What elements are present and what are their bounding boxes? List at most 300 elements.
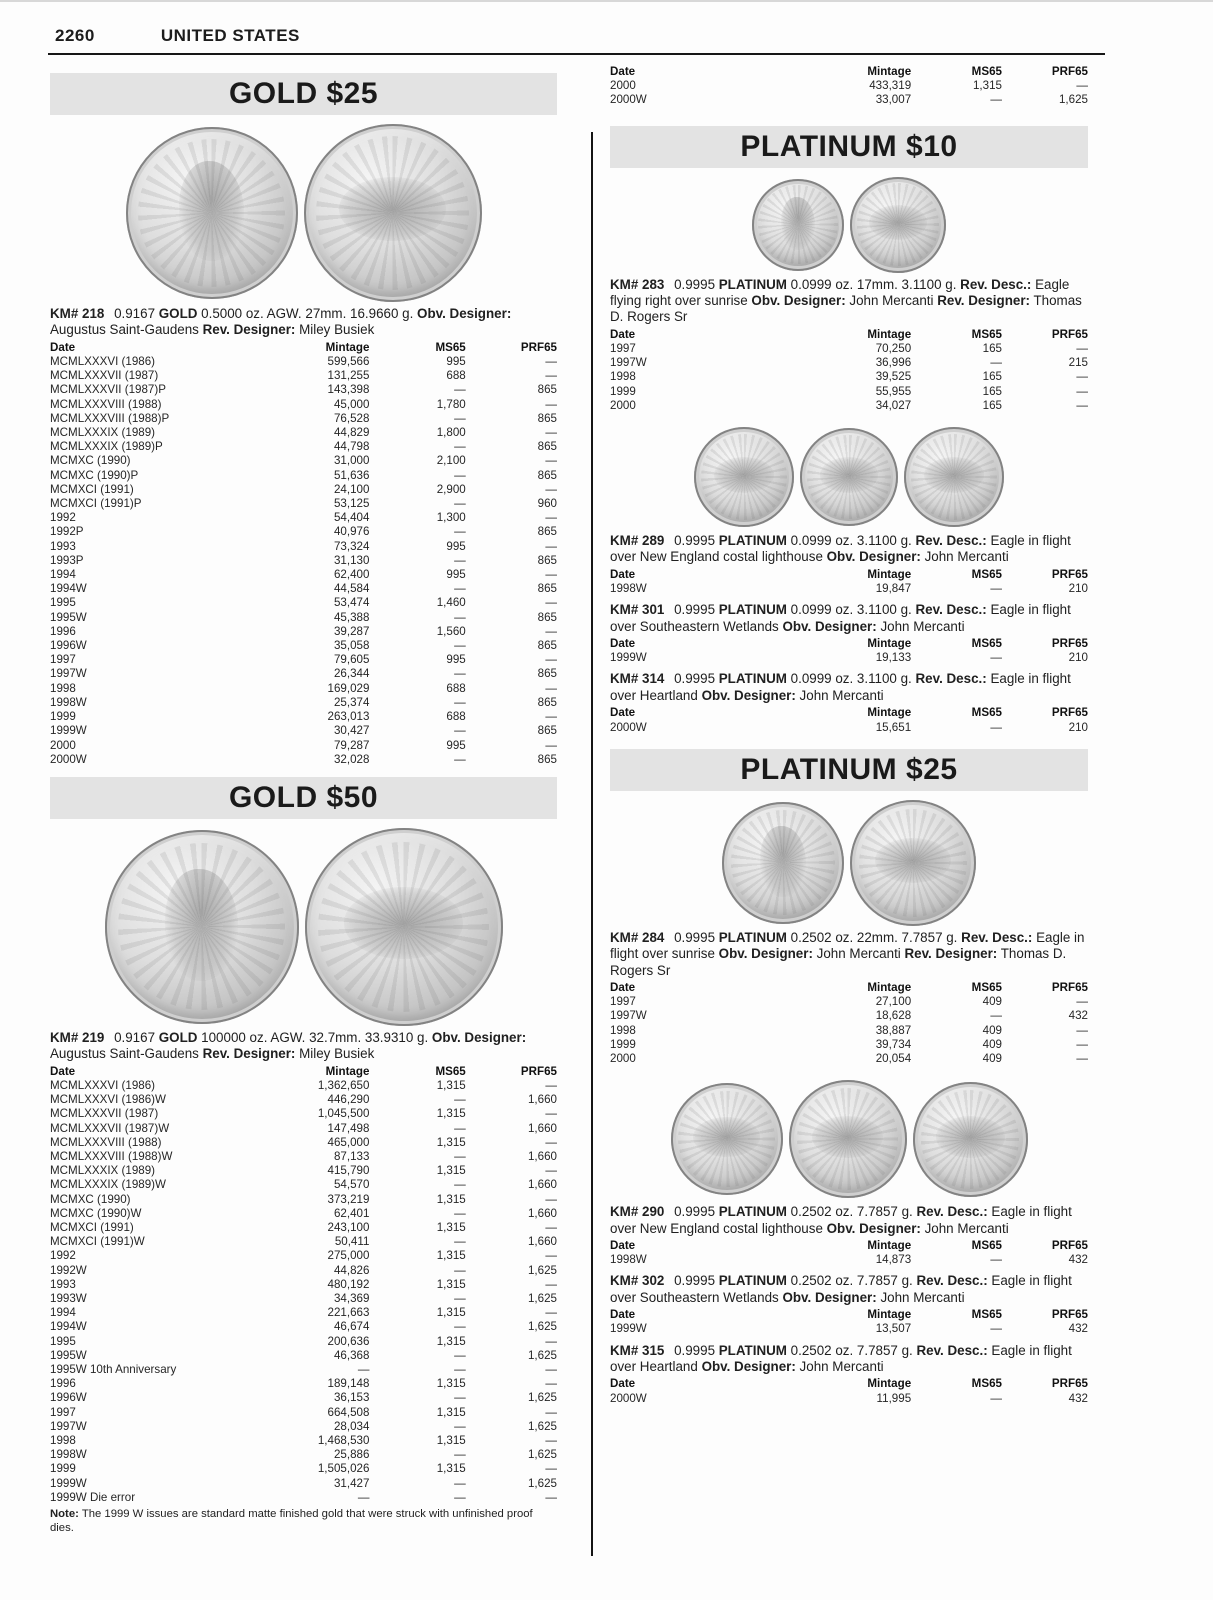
km289-reverse-coin-image <box>694 427 794 527</box>
ms65-cell: — <box>454 1263 466 1277</box>
ms65-cell: — <box>454 1490 466 1504</box>
mintage-cell: 45,000 <box>333 397 370 411</box>
date-cell: 1997 <box>610 342 636 356</box>
price-table-header-row <box>50 341 557 355</box>
ms65-cell: 995 <box>446 355 466 369</box>
gold25-reverse-coin-image <box>304 124 482 302</box>
platinum10-banner <box>610 126 1088 168</box>
ms65-cell: — <box>454 1320 466 1334</box>
prf65-cell: 865 <box>537 383 557 397</box>
price-table-row <box>610 1322 1088 1336</box>
ms65-cell: 1,315 <box>436 1405 466 1419</box>
ms65-cell: — <box>454 1178 466 1192</box>
ms65-cell: 1,315 <box>436 1334 466 1348</box>
price-table-row <box>610 1038 1088 1052</box>
mintage-cell: 79,287 <box>333 738 370 752</box>
description-value: Eagle in flight over New England costal lighthouse <box>610 533 1071 565</box>
price-table-row <box>50 454 557 468</box>
mintage-cell: 39,287 <box>333 624 370 638</box>
prf65-cell: — <box>545 681 557 695</box>
description-value: 0.0999 oz. 3.1100 g. <box>786 533 912 549</box>
prf65-column-header: PRF65 <box>1051 706 1088 720</box>
mintage-column-header: Mintage <box>325 340 370 354</box>
ms65-cell: 165 <box>982 342 1002 356</box>
prf65-cell: — <box>1076 1051 1088 1065</box>
prf65-cell: — <box>545 1490 557 1504</box>
date-cell: 1998W <box>610 582 647 596</box>
price-table-row <box>50 639 557 653</box>
section-gold-50 <box>50 777 557 1535</box>
price-table-row <box>50 1079 557 1093</box>
date-column-header: Date <box>610 1308 636 1322</box>
mintage-cell: 169,029 <box>327 681 370 695</box>
prf65-column-header: PRF65 <box>1051 327 1088 341</box>
prf65-cell: 210 <box>1068 582 1088 596</box>
date-cell: 1994 <box>50 1306 76 1320</box>
price-table-row <box>50 1107 557 1121</box>
prf65-cell: 432 <box>1068 1009 1088 1023</box>
description-label: Rev. Desc.: <box>956 276 1032 292</box>
price-table-row <box>50 1363 557 1377</box>
km284-description <box>610 930 1088 979</box>
price-table-row <box>50 1136 557 1150</box>
date-cell: 2000 <box>610 79 636 93</box>
mintage-cell: 40,976 <box>333 525 370 539</box>
ms65-cell: — <box>454 724 466 738</box>
prf65-cell: 865 <box>537 582 557 596</box>
price-table-header-row <box>610 1377 1088 1391</box>
description-label: KM# 284 <box>610 929 665 945</box>
description-label: KM# 314 <box>610 671 665 687</box>
prf65-cell: 1,625 <box>527 1263 557 1277</box>
prf65-cell: 1,625 <box>1058 93 1088 107</box>
prf65-cell: 1,625 <box>527 1476 557 1490</box>
price-table-row <box>610 356 1088 370</box>
prf65-cell: 1,660 <box>527 1206 557 1220</box>
mintage-column-header: Mintage <box>867 637 912 651</box>
description-label: Obv. Designer: <box>428 1029 527 1045</box>
ms65-cell: — <box>990 93 1002 107</box>
mintage-cell: 87,133 <box>333 1149 370 1163</box>
ms65-cell: — <box>454 1348 466 1362</box>
prf65-column-header: PRF65 <box>1051 1238 1088 1252</box>
mintage-cell: — <box>357 1362 370 1376</box>
mintage-column-header: Mintage <box>867 706 912 720</box>
description-label: Rev. Designer: <box>933 293 1030 309</box>
ms65-cell: — <box>454 1206 466 1220</box>
mintage-cell: 39,525 <box>875 370 912 384</box>
km283-reverse-coin-image <box>850 177 946 273</box>
prf65-cell: 865 <box>537 752 557 766</box>
mintage-cell: 36,996 <box>875 356 912 370</box>
ms65-column-header: MS65 <box>435 1064 466 1078</box>
date-cell: 2000 <box>610 1051 636 1065</box>
ms65-cell: 165 <box>982 370 1002 384</box>
date-cell: MCMLXXXVI (1986)W <box>50 1093 166 1107</box>
price-table-row <box>50 667 557 681</box>
column-divider <box>591 132 593 1556</box>
price-table-row <box>610 1253 1088 1267</box>
gold50-reverse-coin-image <box>305 828 503 1026</box>
km290-price-table <box>610 1239 1088 1267</box>
prf65-cell: — <box>545 426 557 440</box>
ms65-cell: — <box>454 553 466 567</box>
ms65-cell: — <box>990 1009 1002 1023</box>
date-cell: MCMXC (1990) <box>50 454 131 468</box>
price-table-header-row <box>610 1239 1088 1253</box>
date-column-header: Date <box>50 1064 76 1078</box>
date-cell: MCMLXXXVIII (1988)P <box>50 411 170 425</box>
mintage-cell: 19,847 <box>875 582 912 596</box>
price-table-row <box>610 342 1088 356</box>
date-cell: 1992W <box>50 1263 87 1277</box>
mintage-cell: 73,324 <box>333 539 370 553</box>
left-column <box>50 55 557 1535</box>
ms65-cell: 1,460 <box>436 596 466 610</box>
km284-coin-images <box>610 800 1088 926</box>
ms65-column-header: MS65 <box>971 327 1002 341</box>
mintage-cell: 55,955 <box>875 384 912 398</box>
price-table-row <box>610 1024 1088 1038</box>
date-cell: MCMXCI (1991) <box>50 482 134 496</box>
price-table-header-row <box>50 1065 557 1079</box>
prf65-cell: — <box>545 1107 557 1121</box>
date-cell: 1999W <box>610 651 647 665</box>
description-value: Thomas D. Rogers Sr <box>610 293 1082 325</box>
date-cell: 1998W <box>50 1448 87 1462</box>
price-table-row <box>50 1178 557 1192</box>
price-table-row <box>610 370 1088 384</box>
mintage-cell: 70,250 <box>875 342 912 356</box>
ms65-cell: 1,780 <box>436 397 466 411</box>
date-cell: MCMLXXXIX (1989) <box>50 426 156 440</box>
date-cell: 1998W <box>610 1253 647 1267</box>
description-label: Obv. Designer: <box>697 1358 796 1374</box>
date-cell: 1998W <box>50 695 87 709</box>
prf65-column-header: PRF65 <box>520 1064 557 1078</box>
prf65-cell: — <box>545 539 557 553</box>
mintage-cell: 27,100 <box>875 995 912 1009</box>
section-gold-25 <box>50 73 557 767</box>
price-table-row <box>50 369 557 383</box>
description-value: 0.9167 <box>110 306 156 321</box>
ms65-cell: 1,315 <box>436 1107 466 1121</box>
prf65-cell: — <box>545 568 557 582</box>
mintage-cell: 44,584 <box>333 582 370 596</box>
ms65-cell: — <box>454 497 466 511</box>
date-cell: 1998 <box>610 370 636 384</box>
mintage-cell: 19,133 <box>875 651 912 665</box>
mintage-cell: 1,468,530 <box>317 1434 370 1447</box>
description-value: Eagle in flight over Southeastern Wetlands <box>610 602 1071 634</box>
description-label: Rev. Designer: <box>198 322 296 338</box>
date-cell: 1997 <box>50 1405 76 1419</box>
price-table-row <box>610 582 1088 596</box>
ms65-cell: — <box>454 1419 466 1433</box>
date-cell: 1997W <box>610 1009 647 1023</box>
description-value: 0.9995 <box>670 533 716 549</box>
ms65-cell: 1,315 <box>436 1135 466 1149</box>
mintage-cell: 15,651 <box>875 720 912 734</box>
ms65-cell: 1,315 <box>436 1164 466 1178</box>
price-table-row <box>50 440 557 454</box>
description-label: KM# 302 <box>610 1273 665 1289</box>
description-label: PLATINUM <box>715 276 787 292</box>
ms65-cell: — <box>454 1362 466 1376</box>
ms65-cell: 1,315 <box>972 79 1002 93</box>
prf65-column-header: PRF65 <box>1051 980 1088 994</box>
price-table-row <box>610 79 1088 93</box>
description-value: Eagle in flight over New England costal lighthouse <box>610 1204 1072 1236</box>
prf65-cell: 1,625 <box>527 1419 557 1433</box>
ms65-column-header: MS65 <box>971 706 1002 720</box>
km301-reverse-coin-image <box>800 428 898 526</box>
prf65-cell: — <box>545 1434 557 1447</box>
mintage-cell: 54,570 <box>333 1178 370 1192</box>
mintage-cell: 1,045,500 <box>317 1107 370 1121</box>
ms65-cell: — <box>454 752 466 766</box>
prf65-cell: 1,625 <box>527 1320 557 1334</box>
km290-reverse-coin-image <box>671 1083 783 1195</box>
km289-price-table <box>610 568 1088 596</box>
prf65-cell: 1,625 <box>527 1291 557 1305</box>
price-table-row <box>50 1122 557 1136</box>
mintage-column-header: Mintage <box>867 327 912 341</box>
mintage-cell: 36,153 <box>333 1391 370 1405</box>
date-cell: MCMLXXXIX (1989)W <box>50 1178 166 1192</box>
price-table-row <box>50 525 557 539</box>
mintage-cell: 20,054 <box>875 1051 912 1065</box>
price-table-row <box>50 426 557 440</box>
prf65-cell: — <box>545 596 557 610</box>
mintage-cell: 51,636 <box>333 468 370 482</box>
date-cell: MCMLXXXVIII (1988) <box>50 1135 162 1149</box>
mintage-cell: 79,605 <box>333 653 370 667</box>
description-value: 0.2502 oz. 22mm. 7.7857 g. <box>786 929 958 945</box>
mintage-cell: 200,636 <box>327 1334 370 1348</box>
date-cell: 1996W <box>50 1391 87 1405</box>
price-table-row <box>610 1009 1088 1023</box>
price-table-row <box>50 1164 557 1178</box>
ms65-cell: — <box>990 582 1002 596</box>
date-cell: 1997 <box>610 995 636 1009</box>
ms65-cell: — <box>454 1235 466 1249</box>
section-platinum-10 <box>610 126 1088 735</box>
price-table-row <box>610 1392 1088 1406</box>
note-label: Note: <box>50 1508 79 1521</box>
price-table-header-row <box>610 568 1088 582</box>
ms65-cell: — <box>454 639 466 653</box>
km283-coin-images <box>610 177 1088 273</box>
mintage-cell: — <box>357 1490 370 1504</box>
km302-price-table <box>610 1308 1088 1336</box>
ms65-cell: 2,100 <box>436 454 466 468</box>
date-cell: MCMXC (1990)W <box>50 1206 142 1220</box>
description-value: 0.0999 oz. 3.1100 g. <box>786 602 912 618</box>
price-table-row <box>50 1377 557 1391</box>
platinum10-banner-title: PLATINUM $10 <box>740 129 958 163</box>
price-table-row <box>50 554 557 568</box>
price-table-row <box>50 1320 557 1334</box>
date-cell: 1998 <box>50 1434 76 1447</box>
date-cell: 1994W <box>50 1320 87 1334</box>
mintage-cell: 32,028 <box>333 752 370 766</box>
price-table-header-row <box>610 328 1088 342</box>
description-label: Rev. Designer: <box>198 1046 296 1062</box>
price-table-row <box>610 995 1088 1009</box>
ms65-cell: — <box>454 695 466 709</box>
prf65-cell: 1,660 <box>527 1149 557 1163</box>
ms65-column-header: MS65 <box>971 1238 1002 1252</box>
date-cell: 1994 <box>50 568 76 582</box>
price-table-row <box>50 724 557 738</box>
description-label: Obv. Designer: <box>714 946 813 962</box>
price-table-row <box>610 93 1088 107</box>
ms65-cell: — <box>454 383 466 397</box>
description-value: 0.9995 <box>670 1273 716 1289</box>
prf65-cell: — <box>545 624 557 638</box>
description-label: Rev. Designer: <box>900 946 998 962</box>
page-header <box>55 26 1158 46</box>
date-cell: 1996 <box>50 624 76 638</box>
date-cell: 1996W <box>50 639 87 653</box>
price-table-row <box>50 710 557 724</box>
description-value: John Mercanti <box>876 1289 965 1305</box>
mintage-column-header: Mintage <box>325 1064 370 1078</box>
prf65-cell: — <box>1076 995 1088 1009</box>
prf65-cell: — <box>545 1249 557 1263</box>
price-table-header-row <box>610 981 1088 995</box>
date-cell: 1992P <box>50 525 84 539</box>
date-cell: 1993W <box>50 1291 87 1305</box>
date-cell: 1993P <box>50 553 84 567</box>
date-cell: MCMLXXXVII (1987)P <box>50 383 166 397</box>
date-cell: 1993 <box>50 1277 76 1291</box>
price-table-row <box>50 412 557 426</box>
prf65-cell: 432 <box>1068 1322 1088 1336</box>
description-label: GOLD <box>155 306 198 321</box>
description-label: Rev. Desc.: <box>912 1204 988 1220</box>
date-cell: 1999 <box>50 1462 76 1476</box>
km301-price-table <box>610 637 1088 665</box>
ms65-cell: — <box>454 610 466 624</box>
prf65-cell: 865 <box>537 525 557 539</box>
km284-obverse-coin-image <box>722 802 844 924</box>
ms65-cell: — <box>454 1149 466 1163</box>
price-table-row <box>50 511 557 525</box>
ms65-column-header: MS65 <box>971 1377 1002 1391</box>
description-label: Obv. Designer: <box>822 549 921 565</box>
prf65-cell: — <box>545 511 557 525</box>
price-table-row <box>610 399 1088 413</box>
mintage-cell: 33,007 <box>875 93 912 107</box>
prf65-cell: 1,625 <box>527 1391 557 1405</box>
gold50-note <box>50 1508 557 1535</box>
description-label: Obv. Designer: <box>778 1289 877 1305</box>
price-table-row <box>50 1434 557 1448</box>
ms65-cell: — <box>454 1291 466 1305</box>
prf65-cell: 1,660 <box>527 1093 557 1107</box>
price-table-row <box>50 682 557 696</box>
prf65-cell: — <box>545 738 557 752</box>
prf65-cell: — <box>545 1462 557 1476</box>
price-table-row <box>50 1406 557 1420</box>
mintage-cell: 599,566 <box>327 355 370 369</box>
ms65-cell: 1,800 <box>436 426 466 440</box>
prf65-cell: 865 <box>537 695 557 709</box>
prf65-cell: 432 <box>1068 1391 1088 1405</box>
ms65-cell: 1,315 <box>436 1462 466 1476</box>
price-table-row <box>610 651 1088 665</box>
price-table-row <box>50 1150 557 1164</box>
description-value: 0.9995 <box>670 1342 716 1358</box>
mintage-cell: 664,508 <box>327 1405 370 1419</box>
description-value: 0.2502 oz. 7.7857 g. <box>786 1204 913 1220</box>
description-label: Obv. Designer: <box>413 306 512 321</box>
description-label: PLATINUM <box>715 929 787 945</box>
gold25-coin-images <box>50 124 557 302</box>
ms65-cell: — <box>454 525 466 539</box>
prf65-cell: — <box>545 710 557 724</box>
price-table-row <box>50 1249 557 1263</box>
mintage-cell: 18,628 <box>875 1009 912 1023</box>
price-table-header-row <box>610 65 1088 79</box>
prf65-cell: — <box>545 1306 557 1320</box>
km289-description <box>610 533 1088 566</box>
ms65-column-header: MS65 <box>971 567 1002 581</box>
description-value: John Mercanti <box>795 1358 884 1374</box>
mintage-cell: 143,398 <box>327 383 370 397</box>
prf65-cell: — <box>545 1377 557 1391</box>
mintage-column-header: Mintage <box>867 65 912 78</box>
mintage-column-header: Mintage <box>867 1238 912 1252</box>
description-value: Eagle in flight over Heartland <box>610 1342 1072 1374</box>
prf65-cell: — <box>1076 1023 1088 1037</box>
date-cell: 2000W <box>610 720 647 734</box>
price-table-row <box>50 753 557 767</box>
date-column-header: Date <box>610 567 636 581</box>
prf65-cell: — <box>545 355 557 369</box>
description-value: Augustus Saint-Gaudens <box>50 322 199 338</box>
km284-reverse-coin-image <box>850 800 976 926</box>
price-table-row <box>50 1264 557 1278</box>
prf65-cell: 865 <box>537 667 557 681</box>
price-table-row <box>50 483 557 497</box>
description-value: 0.9995 <box>670 602 716 618</box>
price-table-row <box>50 611 557 625</box>
prf65-cell: 432 <box>1068 1253 1088 1267</box>
description-label: PLATINUM <box>715 1342 787 1358</box>
price-table-row <box>50 1207 557 1221</box>
ms65-cell: 2,900 <box>436 482 466 496</box>
ms65-column-header: MS65 <box>971 1308 1002 1322</box>
ms65-cell: 409 <box>982 1023 1002 1037</box>
description-label: Rev. Desc.: <box>911 671 987 687</box>
date-cell: MCMLXXXIX (1989)P <box>50 440 163 454</box>
date-cell: 1995W <box>50 1348 87 1362</box>
mintage-cell: 433,319 <box>869 79 912 93</box>
description-value: John Mercanti <box>812 946 901 962</box>
price-table-row <box>50 1420 557 1434</box>
description-value: 0.9167 <box>110 1029 156 1045</box>
date-column-header: Date <box>610 327 636 341</box>
price-table-row <box>50 568 557 582</box>
price-table-header-row <box>610 1308 1088 1322</box>
description-value: 0.9995 <box>670 671 716 687</box>
mintage-cell: 34,369 <box>333 1291 370 1305</box>
mintage-cell: 34,027 <box>875 398 912 412</box>
gold50-coin-images <box>50 828 557 1026</box>
